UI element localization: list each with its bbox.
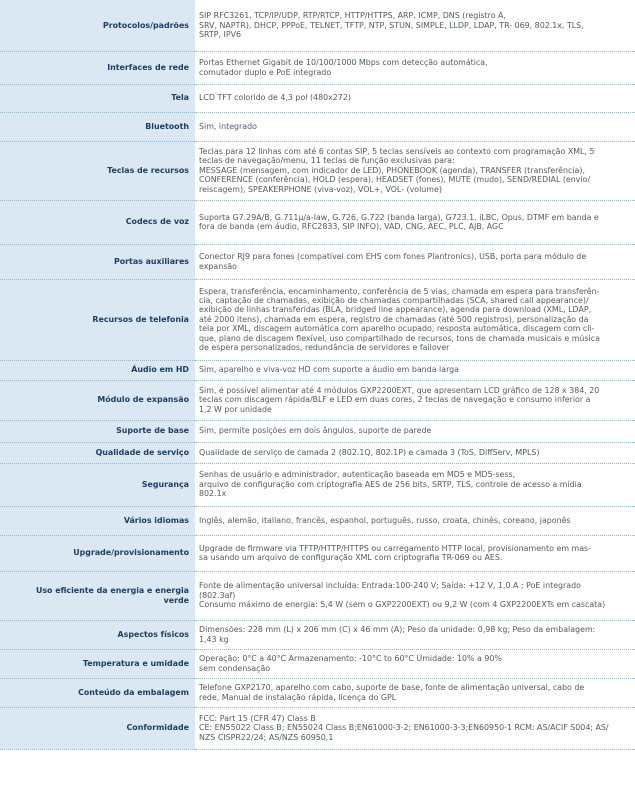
- spec-row-suporte-base: [0, 420, 635, 442]
- spec-label: Temperatura e umidade: [0, 649, 195, 678]
- spec-label: Codecs de voz: [0, 200, 195, 244]
- spec-value: Teclas para 12 linhas com até 6 contas SIP, 5 teclas sensíveis ao contexto com programação XML, 5 teclas de navegação/menu, 11 teclas de função exclusivas para: MESSAGE (mensagem, com indicador de LED), PHONEBOOK (agenda), TRANSFER (transferência), CONFERENCE (conferência), HOLD (espera), HEADSET (fones), MUTE (mudo), SEND/REDIAL (envio/ reiscagem), SPEAKERPHONE (viva-voz), VOL+, VOL- (volume): [195, 141, 635, 200]
- spec-row-modulo-expansao: [0, 380, 635, 420]
- spec-value: LCD TFT colorido de 4,3 pol (480x272): [195, 84, 635, 112]
- spec-row-codecs: [0, 200, 635, 244]
- spec-label: Segurança: [0, 463, 195, 506]
- spec-row-seguranca: [0, 463, 635, 506]
- spec-row-interfaces: [0, 51, 635, 84]
- spec-label: Qualidade de serviço: [0, 442, 195, 463]
- spec-row-teclas: [0, 141, 635, 200]
- spec-row-upgrade: [0, 535, 635, 571]
- spec-label: Upgrade/provisionamento: [0, 535, 195, 571]
- spec-row-conformidade: [0, 707, 635, 749]
- spec-row-tela: [0, 84, 635, 112]
- spec-label: Módulo de expansão: [0, 380, 195, 420]
- spec-label: Conteúdo da embalagem: [0, 678, 195, 707]
- spec-row-portas: [0, 244, 635, 279]
- spec-row-qualidade: [0, 442, 635, 463]
- spec-row-conteudo: [0, 678, 635, 707]
- spec-label: Áudio em HD: [0, 360, 195, 380]
- spec-label: Vários idiomas: [0, 506, 195, 535]
- spec-label: Aspectos físicos: [0, 620, 195, 649]
- spec-value: Conector RJ9 para fones (compatível com EHS com fones Plantronics), USB, porta para módulo de expansão: [195, 244, 635, 279]
- spec-row-temperatura: [0, 649, 635, 678]
- spec-value: Portas Ethernet Gigabit de 10/100/1000 Mbps com detecção automática, comutador duplo e PoE integrado: [195, 51, 635, 84]
- spec-value: Operação: 0°C a 40°C Armazenamento: -10°C to 60°C Umidade: 10% a 90% sem condensação: [195, 649, 635, 678]
- spec-label: Protocolos/padrões: [0, 0, 195, 51]
- spec-row-energia: [0, 571, 635, 620]
- spec-value: FCC: Part 15 (CFR 47) Class B CE: EN55022 Class B; EN55024 Class B;EN61000-3-2; EN61000-3-3;EN60950-1 RCM: AS/ACIF S004; AS/ NZS CISPR22/24; AS/NZS 60950,1: [195, 707, 635, 749]
- spec-value: Sim, permite posições em dois ângulos, suporte de parede: [195, 420, 635, 442]
- spec-value: Fonte de alimentação universal incluída: Entrada:100-240 V; Saída: +12 V, 1,0 A ; PoE integrado (802.3af) Consumo máximo de energia: 5,4 W (sem o GXP2200EXT) ou 9,2 W (com 4 GXP2200EXTs em cascata): [195, 571, 635, 620]
- spec-row-idiomas: [0, 506, 635, 535]
- spec-label: Tela: [0, 84, 195, 112]
- spec-value: Qualidade de serviço de camada 2 (802.1Q, 802.1P) e camada 3 (ToS, DiffServ, MPLS): [195, 442, 635, 463]
- spec-label: Teclas de recursos: [0, 141, 195, 200]
- spec-value: Telefone GXP2170, aparelho com cabo, suporte de base, fonte de alimentação universal, cabo de rede, Manual de instalação rápida, licença do GPL: [195, 678, 635, 707]
- spec-value: Sim, aparelho e viva-voz HD com suporte a áudio em banda larga: [195, 360, 635, 380]
- spec-label: Uso eficiente da energia e energia verde: [0, 571, 195, 620]
- spec-row-bluetooth: [0, 112, 635, 141]
- spec-value: Inglês, alemão, italiano, francês, espanhol, português, russo, croata, chinês, coreano, japonês: [195, 506, 635, 535]
- spec-value: Dimensões: 228 mm (L) x 206 mm (C) x 46 mm (A); Peso da unidade: 0,98 kg; Peso da embalagem: 1,43 kg: [195, 620, 635, 649]
- spec-value: Suporta G7.29A/B, G.711μ/a-law, G.726, G.722 (banda larga), G723.1, iLBC, Opus, DTMF em banda e fora de banda (em áudio, RFC2833, SIP INFO), VAD, CNG, AEC, PLC, AJB, AGC: [195, 200, 635, 244]
- spec-value: Espera, transferência, encaminhamento, conferência de 5 vias, chamada em espera para transferên- cia, captação de chamadas, exibição de chamadas compartilhadas (SCA, shared call appearance)/ exibição de linhas transferidas (BLA, bridged line appearance), agenda para download (XML, LDAP, até 2000 itens), chamada em espera, registro de chamadas (até 500 registros), personalização da tela por XML, discagem automática com aparelho ocupado, resposta automática, discagem com cli- que, plano de discagem flexível, uso compartilhado de recursos, tons de chamada musicais e música de espera personalizados, redundância de servidores e failover: [195, 279, 635, 360]
- spec-row-recursos-telefonia: [0, 279, 635, 360]
- spec-value: Senhas de usuário e administrador, autenticação baseada em MD5 e MD5-sess, arquivo de configuração com criptografia AES de 256 bits, SRTP, TLS, controle de acesso a mídia 802.1x: [195, 463, 635, 506]
- spec-label: Conformidade: [0, 707, 195, 749]
- spec-value: SIP RFC3261, TCP/IP/UDP, RTP/RTCP, HTTP/HTTPS, ARP, ICMP, DNS (registro A, SRV, NAPTR), DHCP, PPPoE, TELNET, TFTP, NTP, STUN, SIMPLE, LLDP, LDAP, TR- 069, 802.1x, TLS, SRTP, IPV6: [195, 0, 635, 51]
- spec-row-protocolos: [0, 0, 635, 51]
- spec-label: Interfaces de rede: [0, 51, 195, 84]
- spec-value: Sim, integrado: [195, 112, 635, 141]
- spec-row-aspectos: [0, 620, 635, 649]
- spec-label: Suporte de base: [0, 420, 195, 442]
- spec-label: Recursos de telefonia: [0, 279, 195, 360]
- spec-value: Sim, é possível alimentar até 4 módulos GXP2200EXT, que apresentam LCD gráfico de 128 x 384, 20 teclas com discagem rápida/BLF e LED em duas cores, 2 teclas de navegação e consumo inferior a 1,2 W por unidade: [195, 380, 635, 420]
- spec-row-audio-hd: [0, 360, 635, 380]
- spec-label: Bluetooth: [0, 112, 195, 141]
- spec-value: Upgrade de firmware via TFTP/HTTP/HTTPS ou carregamento HTTP local, provisionamento em mas- sa usando um arquivo de configuração XML com criptografia TR-069 ou AES.: [195, 535, 635, 571]
- spec-label: Portas auxiliares: [0, 244, 195, 279]
